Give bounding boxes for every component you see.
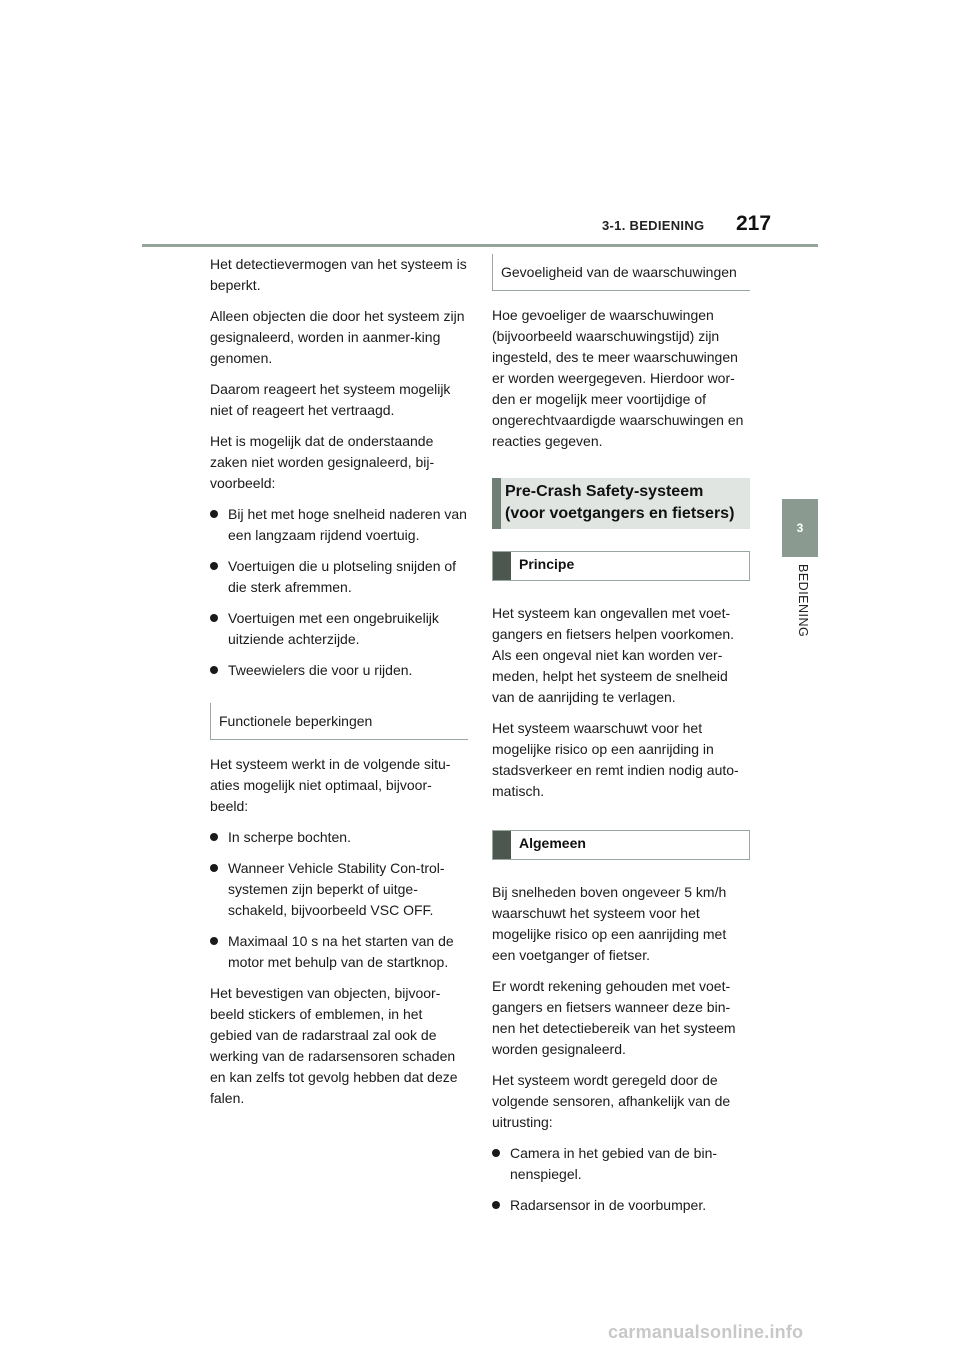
bullet-list (210, 504, 468, 681)
list-item (210, 931, 468, 973)
bullet-icon (210, 864, 218, 872)
left-column (210, 254, 468, 1119)
paragraph: Er wordt rekening gehouden met voet-gangers en fietsers wanneer deze bin-nen het detectiebereik van het systeem worden gesignaleerd. (492, 978, 736, 1057)
paragraph: Het systeem werkt in de volgende situ-aties mogelijk niet optimaal, bijvoor-beeld: (210, 756, 451, 814)
list-item-text: Camera in het gebied van de bin-nenspiegel. (510, 1145, 718, 1182)
subheading-functional-limitations: Functionele beperkingen (210, 703, 468, 740)
bullet-icon (210, 833, 218, 841)
paragraph: Daarom reageert het systeem mogelijk niet of reageert het vertraagd. (210, 381, 451, 418)
list-item-text: In scherpe bochten. (228, 829, 351, 845)
list-item (210, 608, 468, 650)
paragraph: Het systeem wordt geregeld door de volgende sensoren, afhankelijk van de uitrusting: (492, 1072, 731, 1130)
list-item (210, 504, 468, 546)
list-item (210, 660, 468, 681)
list-item-text: Maximaal 10 s na het starten van de motor met behulp van de startknop. (228, 933, 454, 970)
list-item (210, 556, 468, 598)
paragraph: Het bevestigen van objecten, bijvoor-beeld stickers of emblemen, in het gebied van de radarstraal zal ook de werking van de radarsensoren schaden en kan zelfs tot gevolg hebben dat deze falen. (210, 985, 458, 1106)
paragraph: Het detectievermogen van het systeem is beperkt. (210, 256, 467, 293)
bullet-icon (210, 614, 218, 622)
label-bar (493, 552, 511, 580)
list-item (492, 1195, 750, 1216)
bullet-icon (210, 937, 218, 945)
bullet-list (492, 1143, 750, 1216)
section-heading-pre-crash: Pre-Crash Safety-systeem (voor voetgangers en fietsers) (492, 478, 750, 529)
chapter-title: BEDIENING (796, 564, 810, 638)
list-item-text: Radarsensor in de voorbumper. (510, 1197, 707, 1213)
bullet-list (210, 827, 468, 973)
list-item-text: Voertuigen die u plotseling snijden of die sterk afremmen. (228, 558, 457, 595)
label-text: Algemeen (519, 835, 586, 851)
bullet-icon (210, 510, 218, 518)
list-item-text: Bij het met hoge snelheid naderen van een langzaam rijdend voertuig. (228, 506, 467, 543)
paragraph: Hoe gevoeliger de waarschuwingen (bijvoorbeeld waarschuwingstijd) zijn ingesteld, des te meer waarschuwingen er worden weergegeven. Hierdoor wor-den er mogelijk meer voortijdige of ongerechtvaardigde waarschuwingen en reacties gegeven. (492, 307, 744, 449)
list-item (492, 1143, 750, 1185)
list-item (210, 858, 468, 921)
paragraph: Alleen objecten die door het systeem zijn gesignaleerd, worden in aanmer-king genomen. (210, 308, 465, 366)
bullet-icon (210, 562, 218, 570)
bullet-icon (492, 1201, 500, 1209)
list-item (210, 827, 468, 848)
label-algemeen (492, 830, 750, 860)
label-principe (492, 551, 750, 581)
list-item-text: Tweewielers die voor u rijden. (228, 662, 413, 678)
right-column (492, 254, 750, 1226)
label-text: Principe (519, 556, 575, 572)
bullet-icon (492, 1149, 500, 1157)
paragraph: Bij snelheden boven ongeveer 5 km/h waarschuwt het systeem voor het mogelijke risico op een aanrijding met een voetganger of fietser. (492, 884, 727, 963)
bullet-icon (210, 666, 218, 674)
chapter-tab: 3 (782, 499, 818, 557)
paragraph: Het is mogelijk dat de onderstaande zaken niet worden gesignaleerd, bij-voorbeeld: (210, 433, 435, 491)
label-bar (493, 831, 511, 859)
section-title: 3-1. BEDIENING (602, 218, 705, 233)
watermark: carmanualsonline.info (608, 1322, 804, 1342)
list-item-text: Wanneer Vehicle Stability Con-trol-systemen zijn beperkt of uitge-schakeld, bijvoorbeeld VSC OFF. (228, 860, 445, 918)
paragraph: Het systeem waarschuwt voor het mogelijke risico op een aanrijding in stadsverkeer en remt indien nodig auto-matisch. (492, 720, 739, 799)
page-number: 217 (736, 212, 772, 235)
header-divider (142, 244, 818, 247)
list-item-text: Voertuigen met een ongebruikelijk uitziende achterzijde. (228, 610, 439, 647)
subheading-warning-sensitivity: Gevoeligheid van de waarschuwingen (492, 254, 750, 291)
paragraph: Het systeem kan ongevallen met voet-gangers en fietsers helpen voorkomen. Als een ongeval niet kan worden ver-meden, helpt het systeem de snelheid van de aanrijding te verlagen. (492, 605, 735, 705)
